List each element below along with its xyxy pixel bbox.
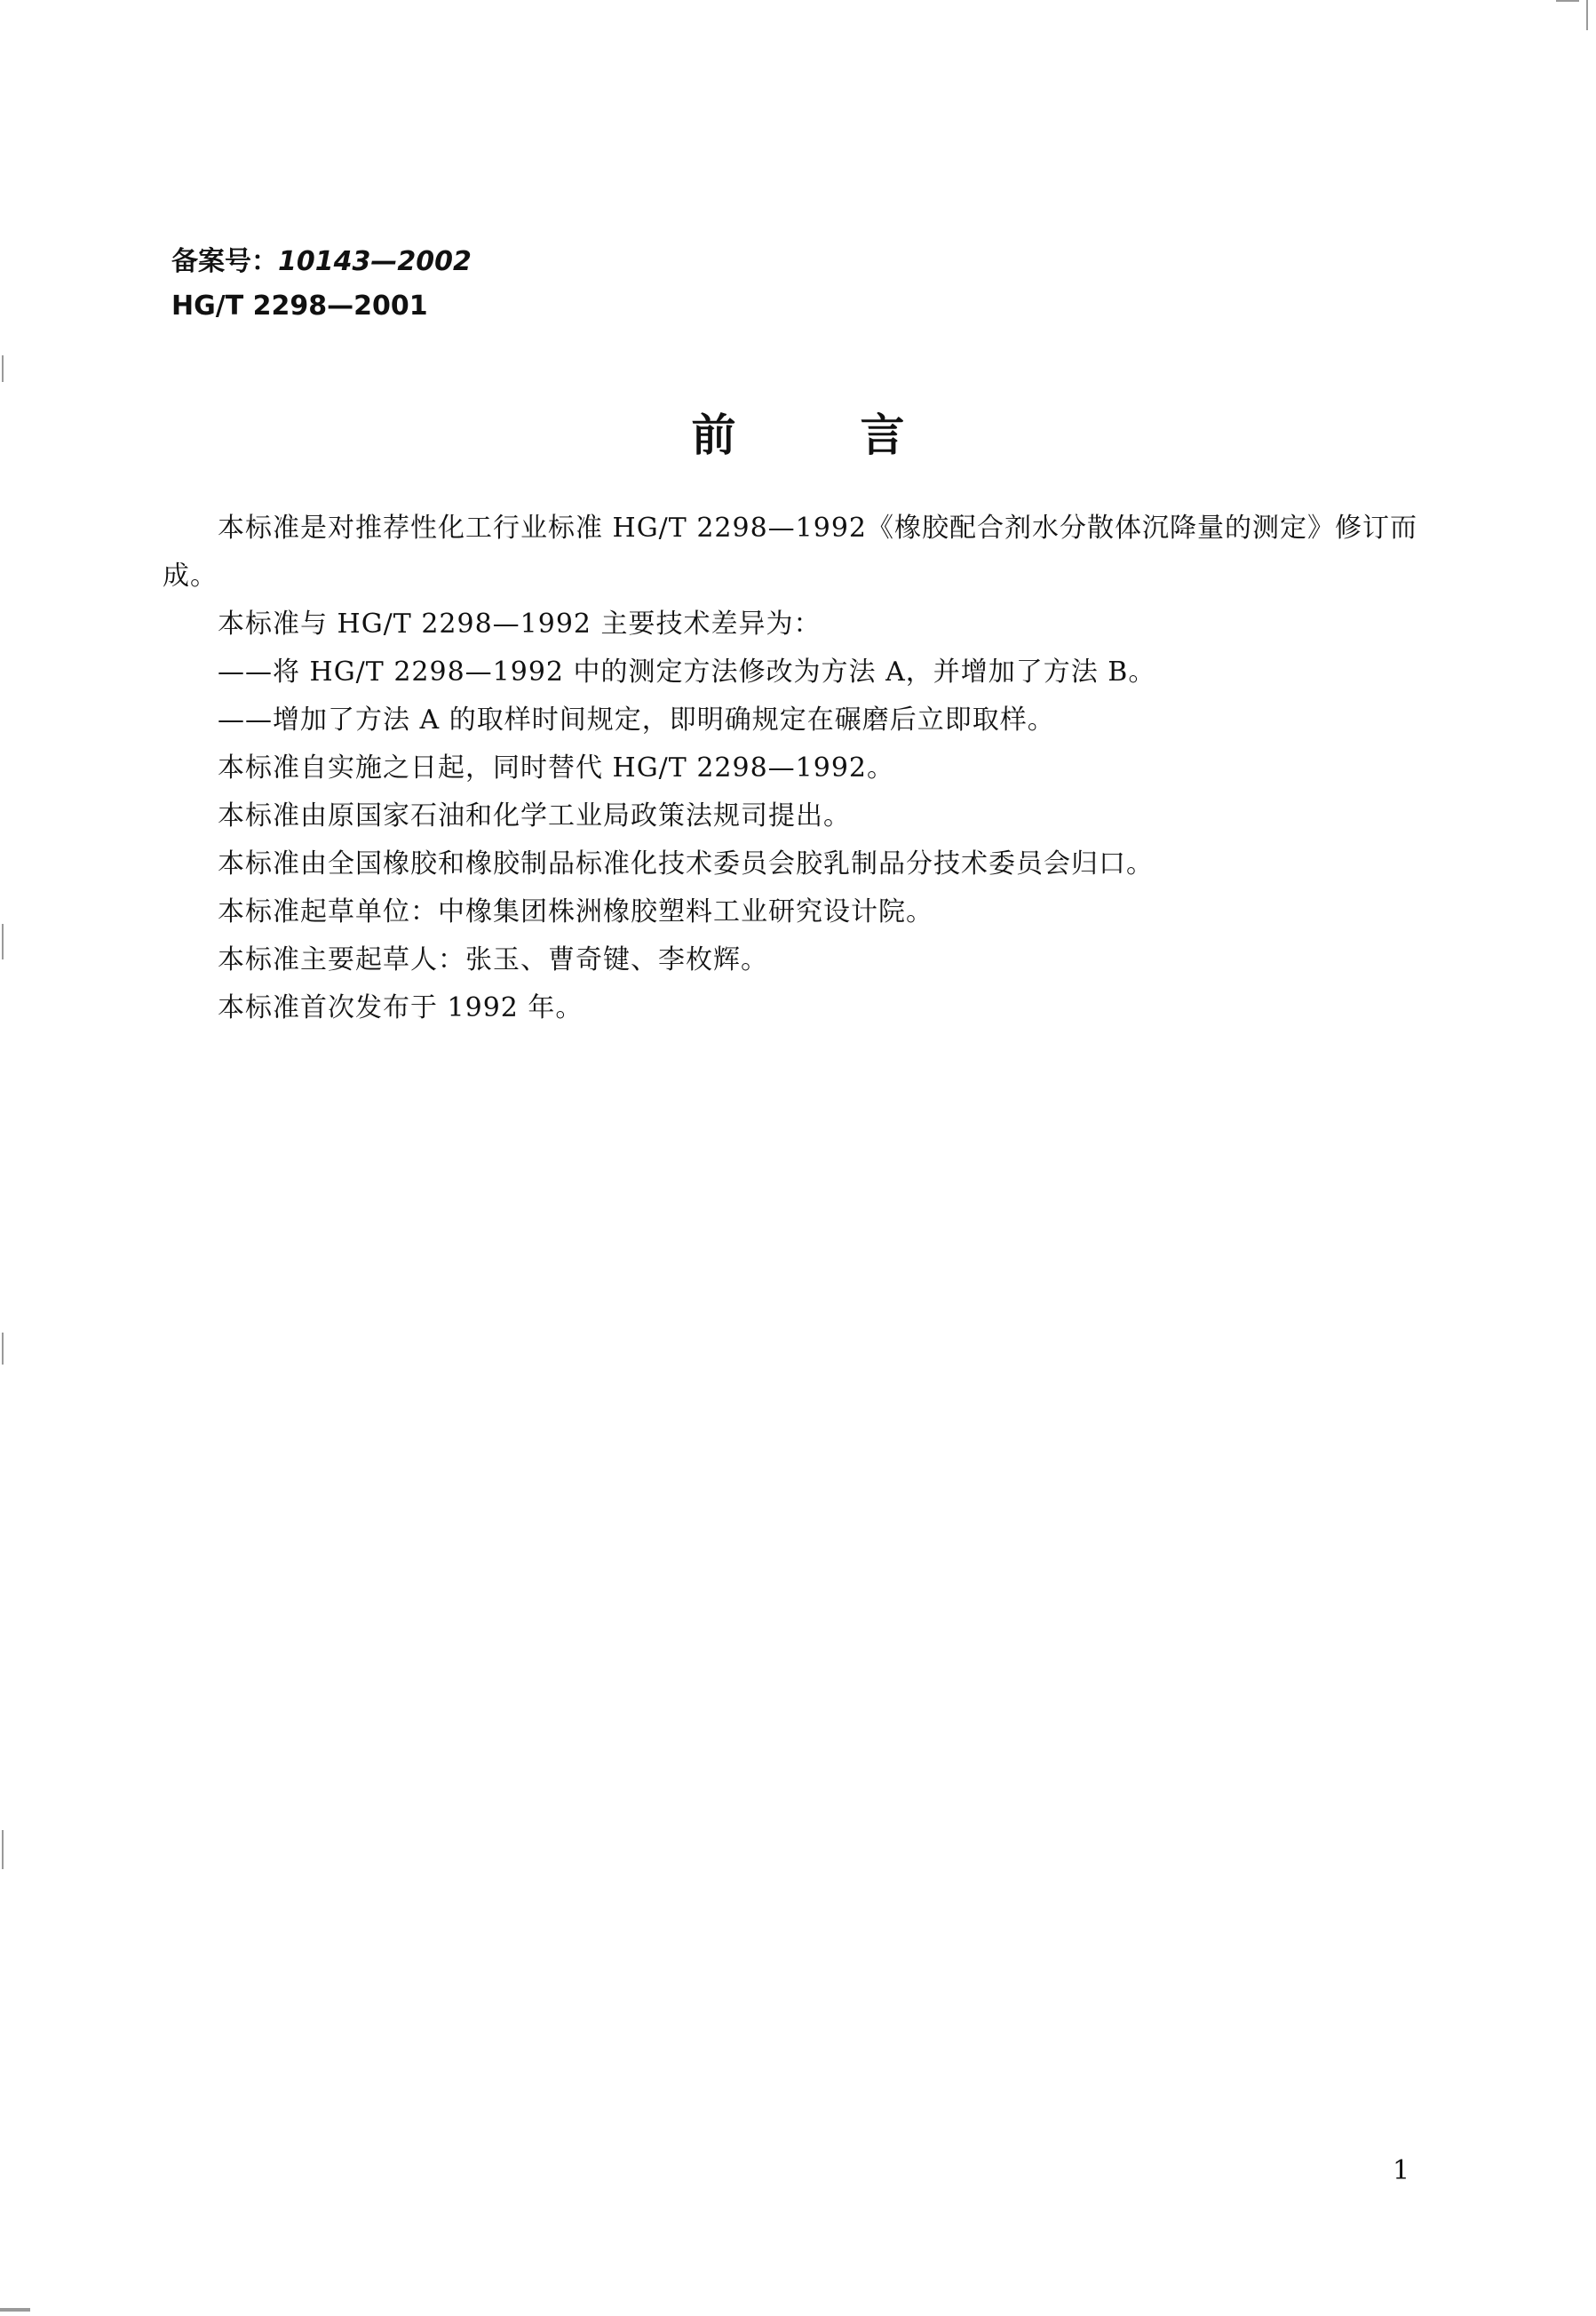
paragraph-difference-sampling: ——增加了方法 A 的取样时间规定，即明确规定在碾磨后立即取样。: [218, 704, 1055, 736]
paragraph-drafters: 本标准主要起草人：张玉、曹奇键、李枚辉。: [218, 944, 768, 975]
filing-number-label: 备案号：: [171, 246, 278, 277]
filing-number: 10143—2002: [278, 246, 472, 277]
document-header: [171, 240, 472, 329]
paragraph-first-issue: 本标准首次发布于 1992 年。: [218, 992, 584, 1023]
foreword-body: [163, 505, 1441, 1032]
paragraph-revision: 本标准是对推荐性化工行业标准 HG/T 2298—1992《橡胶配合剂水分散体沉降量的测定》修订而成。: [163, 513, 1418, 592]
standard-number: HG/T 2298—2001: [171, 290, 428, 322]
scan-edge-mark: [2, 355, 4, 382]
paragraph-difference-method: ——将 HG/T 2298—1992 中的测定方法修改为方法 A，并增加了方法 B。: [218, 657, 1156, 688]
scan-edge-mark: [2, 1830, 4, 1869]
paragraph-replacement: 本标准自实施之日起，同时替代 HG/T 2298—1992。: [218, 752, 895, 784]
paragraph-drafting-unit: 本标准起草单位：中橡集团株洲橡胶塑料工业研究设计院。: [218, 896, 933, 927]
paragraph-proposer: 本标准由原国家石油和化学工业局政策法规司提出。: [218, 800, 851, 832]
scan-edge-mark: [0, 2308, 30, 2312]
paragraph-differences-intro: 本标准与 HG/T 2298—1992 主要技术差异为：: [218, 609, 822, 640]
scan-edge-mark: [1556, 0, 1579, 2]
scan-edge-mark: [2, 1333, 4, 1365]
page-number: 1: [1393, 2155, 1410, 2186]
paragraph-committee: 本标准由全国橡胶和橡胶制品标准化技术委员会胶乳制品分技术委员会归口。: [218, 848, 1154, 879]
scan-edge-mark: [1586, 0, 1588, 30]
filing-number-line: [171, 240, 472, 284]
page-title: 前言: [691, 410, 1029, 461]
scan-edge-mark: [2, 924, 4, 959]
